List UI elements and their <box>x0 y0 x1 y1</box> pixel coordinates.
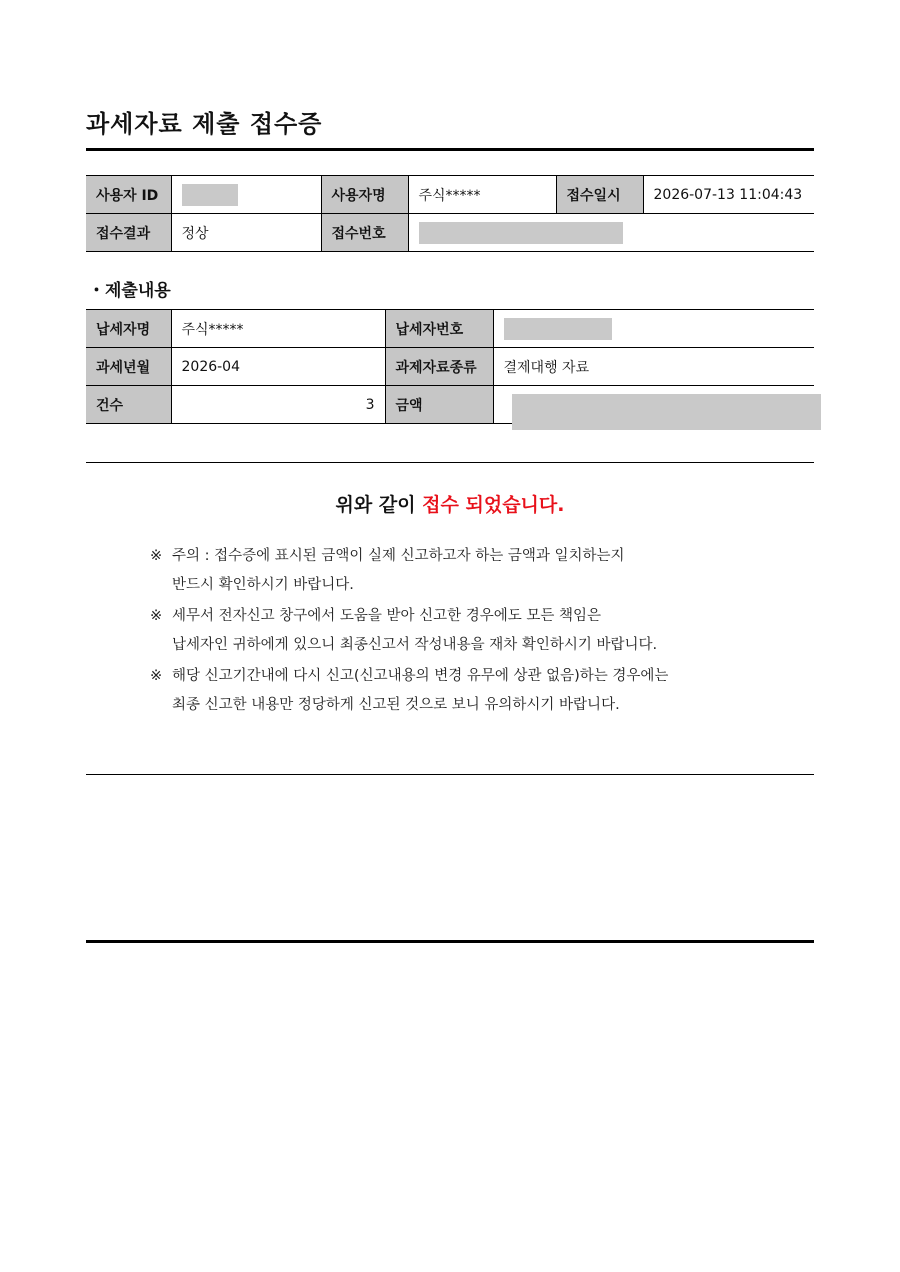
data-type-value: 결제대행 자료 <box>493 348 814 386</box>
reference-mark: ※ <box>150 608 163 624</box>
table-row <box>86 214 814 252</box>
section-divider <box>86 462 814 463</box>
taxpayer-name-label: 납세자명 <box>86 310 171 348</box>
notes-divider <box>86 774 814 775</box>
table-row <box>86 348 814 386</box>
notice-line: 반드시 확인하시기 바랍니다. <box>172 577 354 593</box>
count-value: 3 <box>171 386 385 424</box>
user-name-label: 사용자명 <box>321 176 408 214</box>
data-type-label: 과제자료종류 <box>385 348 493 386</box>
receipt-no-value <box>408 214 814 252</box>
notice-2 <box>150 602 657 660</box>
redacted-taxpayer-no <box>504 318 612 340</box>
period-label: 과세년월 <box>86 348 171 386</box>
received-at-label: 접수일시 <box>556 176 643 214</box>
result-value: 정상 <box>171 214 321 252</box>
table-row <box>86 176 814 214</box>
confirmation-highlight: 접수 되었습니다. <box>422 494 565 516</box>
taxpayer-no-value <box>493 310 814 348</box>
confirmation-prefix: 위와 같이 <box>335 494 423 516</box>
receipt-info-table <box>86 175 814 252</box>
received-at-value: 2026-07-13 11:04:43 <box>643 176 814 214</box>
redacted-user-id <box>182 184 238 206</box>
footer-divider <box>86 940 814 943</box>
result-label: 접수결과 <box>86 214 171 252</box>
section-title: ・제출내용 <box>88 281 171 301</box>
page-title: 과세자료 제출 접수증 <box>86 110 323 138</box>
taxpayer-no-label: 납세자번호 <box>385 310 493 348</box>
notice-line: 주의 : 접수증에 표시된 금액이 실제 신고하고자 하는 금액과 일치하는지 <box>172 548 625 564</box>
period-value: 2026-04 <box>171 348 385 386</box>
user-name-value: 주식***** <box>408 176 556 214</box>
reference-mark: ※ <box>150 668 163 684</box>
taxpayer-name-value: 주식***** <box>171 310 385 348</box>
confirmation-message <box>0 490 900 517</box>
table-row <box>86 310 814 348</box>
notice-line: 납세자인 귀하에게 있으니 최종신고서 작성내용을 재차 확인하시기 바랍니다. <box>172 637 658 653</box>
redacted-amount <box>512 394 821 430</box>
reference-mark: ※ <box>150 548 163 564</box>
amount-label: 금액 <box>385 386 493 424</box>
user-id-value <box>171 176 321 214</box>
notice-line: 세무서 전자신고 창구에서 도움을 받아 신고한 경우에도 모든 책임은 <box>172 608 602 624</box>
notice-line: 해당 신고기간내에 다시 신고(신고내용의 변경 유무에 상관 없음)하는 경우에는 <box>172 668 669 684</box>
receipt-no-label: 접수번호 <box>321 214 408 252</box>
count-label: 건수 <box>86 386 171 424</box>
notice-1 <box>150 542 625 600</box>
notice-3 <box>150 662 668 720</box>
user-id-label: 사용자 ID <box>86 176 171 214</box>
notice-line: 최종 신고한 내용만 정당하게 신고된 것으로 보니 유의하시기 바랍니다. <box>172 697 620 713</box>
redacted-receipt-no <box>419 222 623 244</box>
title-divider <box>86 148 814 151</box>
